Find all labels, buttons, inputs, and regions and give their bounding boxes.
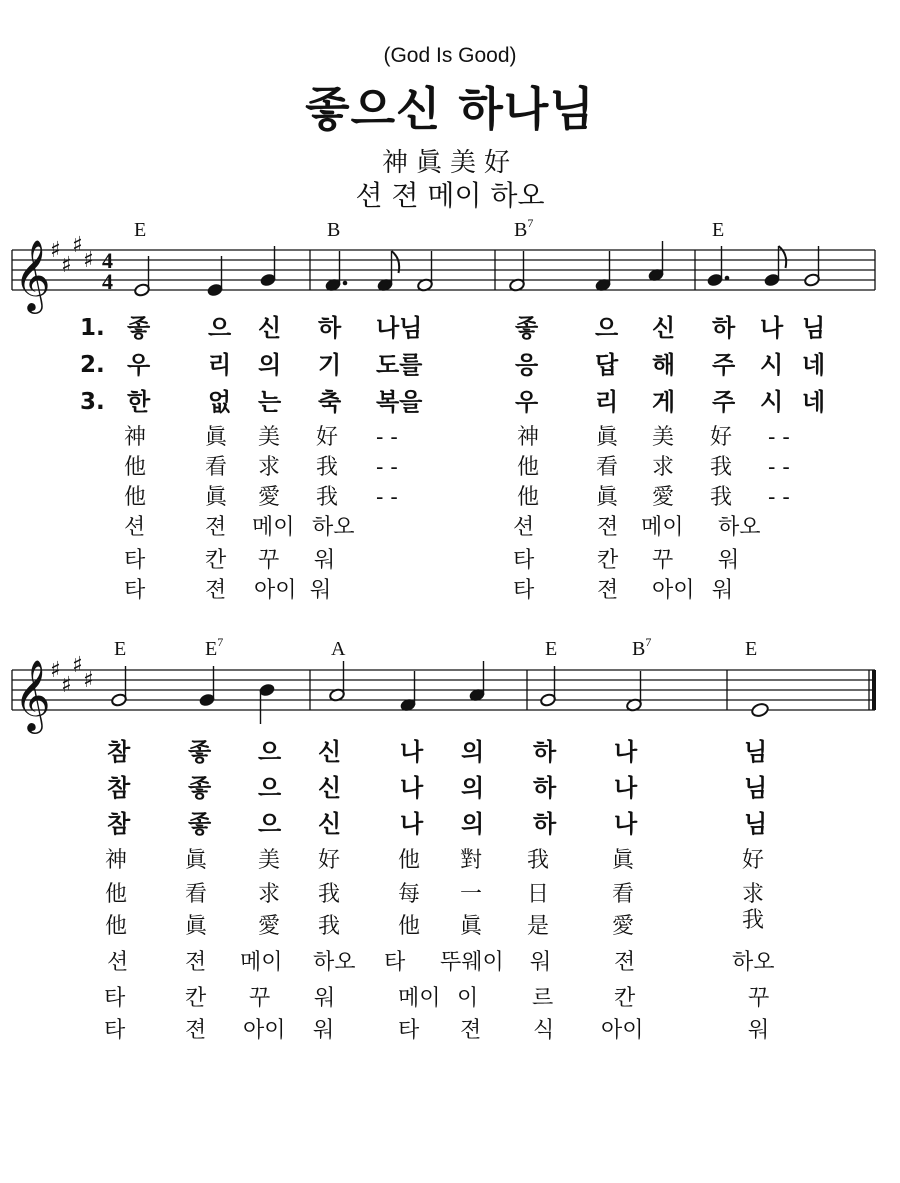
sharp-icon: ♯ — [83, 668, 94, 693]
chord-symbol — [114, 639, 126, 659]
chinese-lyric: 眞 — [460, 914, 483, 939]
song-title: 좋으신 하나님 — [305, 82, 595, 136]
lyric-syllable: 응 — [515, 351, 539, 379]
lyric-syllable: 님 — [744, 774, 768, 802]
lyric-syllable: 우 — [515, 388, 539, 416]
lyric-syllable: 한 — [127, 388, 151, 416]
lyric-syllable: 하 — [712, 314, 736, 342]
pronunciation-lyric: 젼 — [460, 1018, 482, 1043]
chinese-lyric: - - — [376, 485, 398, 510]
pronunciation-lyric: 션 — [124, 515, 146, 540]
pronunciation-lyric: 션 — [107, 950, 129, 975]
chord-root: B — [632, 638, 646, 660]
chinese-lyric: - - — [768, 455, 790, 480]
chinese-lyric: 他 — [517, 485, 540, 510]
time-signature-top: 4 — [102, 248, 113, 273]
verse-number: 2. — [80, 352, 105, 378]
pronunciation-lyric: 타 — [513, 548, 535, 573]
pronunciation-lyric: 젼 — [614, 950, 636, 975]
lyric-syllable: 님 — [744, 738, 768, 766]
treble-clef-icon: 𝄞 — [14, 238, 51, 311]
chinese-lyric: 他 — [398, 914, 421, 939]
pronunciation-lyric: 워 — [748, 1018, 770, 1043]
chinese-lyric: 眞 — [205, 425, 228, 450]
pronunciation-lyric: 타 — [124, 578, 146, 603]
lyric-syllable: 나 — [614, 810, 638, 838]
sharp-icon: ♯ — [50, 238, 61, 263]
chord-symbol — [205, 635, 224, 660]
chinese-lyric: 眞 — [596, 485, 619, 510]
lyric-syllable: 없 — [208, 388, 232, 416]
chinese-lyric: 求 — [652, 455, 675, 480]
chinese-lyric: 愛 — [652, 485, 675, 510]
sharp-icon: ♯ — [50, 658, 61, 683]
verse-number: 1. — [80, 315, 105, 341]
pronunciation-lyric: 타 — [384, 950, 406, 975]
chinese-lyric: 好 — [318, 848, 341, 873]
pronunciation-lyric: 뚜웨이 — [440, 950, 504, 975]
pronunciation-lyric: 식 — [533, 1018, 555, 1043]
chord-symbol — [712, 220, 724, 240]
chinese-lyric: 愛 — [612, 914, 635, 939]
pronunciation-lyric: 칸 — [614, 986, 636, 1011]
lyric-syllable: 의 — [461, 810, 485, 838]
pronunciation-lyric: 하오 — [732, 950, 775, 975]
lyric-syllable: 나 — [400, 810, 424, 838]
chord-root: A — [331, 638, 346, 660]
lyric-syllable: 네 — [802, 351, 826, 379]
chord-root: E — [545, 638, 558, 660]
lyric-syllable: 는 — [258, 388, 282, 416]
lyric-syllable: 나님 — [376, 314, 423, 342]
chinese-lyric: 眞 — [185, 914, 208, 939]
note-head — [751, 702, 770, 718]
note-dot — [725, 276, 730, 281]
pronunciation-lyric: 메이 — [252, 515, 295, 540]
pronunciation-lyric: 젼 — [185, 1018, 207, 1043]
lyric-syllable: 참 — [107, 774, 131, 802]
chinese-lyric: 是 — [527, 914, 550, 939]
pronunciation-lyric: 워 — [718, 548, 740, 573]
pronunciation-lyric: 젼 — [205, 578, 227, 603]
chinese-lyric: 求 — [742, 882, 765, 907]
lyric-syllable: 으 — [258, 738, 282, 766]
chinese-lyric: - - — [768, 485, 790, 510]
chinese-lyric: 看 — [596, 455, 619, 480]
chord-symbol — [331, 639, 345, 659]
lyric-syllable: 신 — [318, 774, 342, 802]
lyric-syllable: 우 — [127, 351, 151, 379]
lyric-syllable: 주 — [712, 388, 736, 416]
lyric-syllable: 시 — [760, 388, 784, 416]
pronunciation-lyric: 젼 — [205, 515, 227, 540]
pronunciation-lyric: 타 — [398, 1018, 420, 1043]
pronunciation-lyric: 메이 — [398, 986, 441, 1011]
chinese-lyric: 我 — [316, 485, 339, 510]
lyric-syllable: 으 — [208, 314, 232, 342]
chord-symbol — [514, 216, 534, 241]
pronunciation-lyric: 워 — [314, 548, 336, 573]
chinese-lyric: 求 — [258, 455, 281, 480]
pronunciation-lyric: 젼 — [185, 950, 207, 975]
lyric-syllable: 하 — [533, 774, 557, 802]
chinese-lyric: 神 — [105, 848, 128, 873]
pronunciation-lyric: 워 — [313, 1018, 335, 1043]
chinese-lyric: 我 — [710, 485, 733, 510]
lyric-syllable: 좋 — [188, 810, 212, 838]
pronunciation-title: 션 젼 메이 하오 — [355, 179, 545, 212]
pronunciation-lyric: 이 — [457, 986, 479, 1011]
english-subtitle: (God Is Good) — [383, 44, 517, 67]
pronunciation-lyric: 아이 — [243, 1018, 286, 1043]
chinese-lyric: - - — [376, 455, 398, 480]
chinese-lyric: 我 — [742, 908, 765, 933]
chinese-lyric: 一 — [460, 882, 483, 907]
chord-symbol — [134, 220, 146, 240]
lyric-syllable: 좋 — [188, 738, 212, 766]
pronunciation-lyric: 워 — [530, 950, 552, 975]
pronunciation-lyric: 타 — [104, 1018, 126, 1043]
lyric-syllable: 하 — [533, 738, 557, 766]
chord-extension: 7 — [527, 216, 534, 230]
hanja-title: 神眞美好 — [381, 148, 518, 178]
time-signature-bottom: 4 — [102, 269, 113, 294]
lyric-syllable: 리 — [208, 351, 232, 379]
lyric-syllable: 복을 — [376, 388, 423, 416]
chord-root: E — [745, 638, 758, 660]
chinese-lyric: 他 — [124, 455, 147, 480]
note-dot — [343, 281, 348, 286]
verse-number: 3. — [80, 389, 105, 415]
sharp-icon: ♯ — [61, 673, 72, 698]
chord-extension: 7 — [645, 635, 652, 649]
lyric-syllable: 나 — [760, 314, 784, 342]
note-flag — [779, 246, 787, 268]
lyric-syllable: 의 — [461, 774, 485, 802]
lyric-syllable: 참 — [107, 810, 131, 838]
lyric-syllable: 시 — [760, 351, 784, 379]
pronunciation-lyric: 칸 — [205, 548, 227, 573]
chord-root: E — [114, 638, 127, 660]
chinese-lyric: 眞 — [612, 848, 635, 873]
pronunciation-lyric: 워 — [712, 578, 734, 603]
lyric-syllable: 도를 — [376, 351, 423, 379]
lyric-syllable: 축 — [318, 388, 342, 416]
treble-clef-icon: 𝄞 — [14, 658, 51, 731]
chinese-lyric: 好 — [710, 425, 733, 450]
chinese-lyric: 我 — [318, 882, 341, 907]
lyric-syllable: 참 — [107, 738, 131, 766]
chinese-lyric: 好 — [316, 425, 339, 450]
sharp-icon: ♯ — [72, 233, 83, 258]
chinese-lyric: 看 — [185, 882, 208, 907]
chinese-lyric: 眞 — [185, 848, 208, 873]
chord-root: E — [712, 219, 725, 241]
lyric-syllable: 으 — [258, 774, 282, 802]
chord-root: E — [134, 219, 147, 241]
pronunciation-lyric: 아이 — [652, 578, 695, 603]
lyric-syllable: 주 — [712, 351, 736, 379]
chinese-lyric: 他 — [105, 882, 128, 907]
pronunciation-lyric: 메이 — [240, 950, 283, 975]
pronunciation-lyric: 워 — [314, 986, 336, 1011]
chinese-lyric: 看 — [612, 882, 635, 907]
chinese-lyric: 愛 — [258, 914, 281, 939]
sharp-icon: ♯ — [83, 248, 94, 273]
lyric-syllable: 하 — [318, 314, 342, 342]
lyric-syllable: 리 — [595, 388, 619, 416]
chinese-lyric: 他 — [124, 485, 147, 510]
lyric-syllable: 신 — [318, 810, 342, 838]
chinese-lyric: 眞 — [596, 425, 619, 450]
chinese-lyric: 神 — [517, 425, 540, 450]
lyric-syllable: 님 — [802, 314, 826, 342]
chord-extension: 7 — [217, 635, 224, 649]
lyric-syllable: 신 — [258, 314, 282, 342]
pronunciation-lyric: 하오 — [313, 950, 356, 975]
chinese-lyric: 看 — [205, 455, 228, 480]
pronunciation-lyric: 꾸 — [748, 986, 770, 1011]
pronunciation-lyric: 꾸 — [249, 986, 271, 1011]
chinese-lyric: 美 — [258, 425, 281, 450]
pronunciation-lyric: 꾸 — [652, 548, 674, 573]
chinese-lyric: 好 — [742, 848, 765, 873]
lyric-syllable: 나 — [614, 774, 638, 802]
pronunciation-lyric: 젼 — [597, 515, 619, 540]
lyric-syllable: 으 — [258, 810, 282, 838]
lyric-syllable: 신 — [652, 314, 676, 342]
chinese-lyric: 我 — [710, 455, 733, 480]
chinese-lyric: 神 — [124, 425, 147, 450]
chinese-lyric: 求 — [258, 882, 281, 907]
final-barline-thick — [872, 670, 876, 710]
sharp-icon: ♯ — [61, 253, 72, 278]
lyric-syllable: 게 — [652, 388, 676, 416]
chinese-lyric: 每 — [398, 882, 421, 907]
pronunciation-lyric: 아이 — [601, 1018, 644, 1043]
lyric-syllable: 해 — [652, 351, 676, 379]
pronunciation-lyric: 아이 — [254, 578, 297, 603]
chinese-lyric: 我 — [527, 848, 550, 873]
chinese-lyric: 美 — [258, 848, 281, 873]
chord-symbol — [632, 635, 652, 660]
pronunciation-lyric: 꾸 — [258, 548, 280, 573]
lyric-syllable: 신 — [318, 738, 342, 766]
lyric-syllable: 좋 — [127, 314, 151, 342]
lyric-syllable: 의 — [461, 738, 485, 766]
chord-root: E — [205, 638, 218, 660]
lyric-syllable: 기 — [318, 351, 342, 379]
lyric-syllable: 네 — [802, 388, 826, 416]
lyric-syllable: 답 — [595, 351, 619, 379]
pronunciation-lyric: 워 — [310, 578, 332, 603]
pronunciation-lyric: 션 — [513, 515, 535, 540]
chinese-lyric: 他 — [517, 455, 540, 480]
chord-root: B — [514, 219, 528, 241]
chinese-lyric: 日 — [527, 882, 550, 907]
lyric-syllable: 의 — [258, 351, 282, 379]
chord-symbol — [545, 639, 557, 659]
chinese-lyric: 我 — [318, 914, 341, 939]
chinese-lyric: 他 — [398, 848, 421, 873]
chinese-lyric: - - — [768, 425, 790, 450]
lyric-syllable: 좋 — [188, 774, 212, 802]
chinese-lyric: 對 — [460, 848, 483, 873]
pronunciation-lyric: 칸 — [597, 548, 619, 573]
pronunciation-lyric: 타 — [513, 578, 535, 603]
chinese-lyric: - - — [376, 425, 398, 450]
chord-symbol — [745, 639, 757, 659]
lyric-syllable: 하 — [533, 810, 557, 838]
chinese-lyric: 美 — [652, 425, 675, 450]
chord-symbol — [327, 220, 340, 240]
chinese-lyric: 愛 — [258, 485, 281, 510]
lyric-syllable: 님 — [744, 810, 768, 838]
lyric-syllable: 으 — [595, 314, 619, 342]
chinese-lyric: 他 — [105, 914, 128, 939]
pronunciation-lyric: 르 — [532, 986, 554, 1011]
lyric-syllable: 나 — [400, 774, 424, 802]
pronunciation-lyric: 하오 — [312, 515, 355, 540]
pronunciation-lyric: 타 — [104, 986, 126, 1011]
chinese-lyric: 眞 — [205, 485, 228, 510]
pronunciation-lyric: 타 — [124, 548, 146, 573]
chord-root: B — [327, 219, 341, 241]
pronunciation-lyric: 칸 — [185, 986, 207, 1011]
lyric-syllable: 나 — [400, 738, 424, 766]
sharp-icon: ♯ — [72, 653, 83, 678]
chinese-lyric: 我 — [316, 455, 339, 480]
pronunciation-lyric: 메이 — [641, 515, 684, 540]
pronunciation-lyric: 젼 — [597, 578, 619, 603]
lyric-syllable: 좋 — [515, 314, 539, 342]
lyric-syllable: 나 — [614, 738, 638, 766]
pronunciation-lyric: 하오 — [718, 515, 761, 540]
